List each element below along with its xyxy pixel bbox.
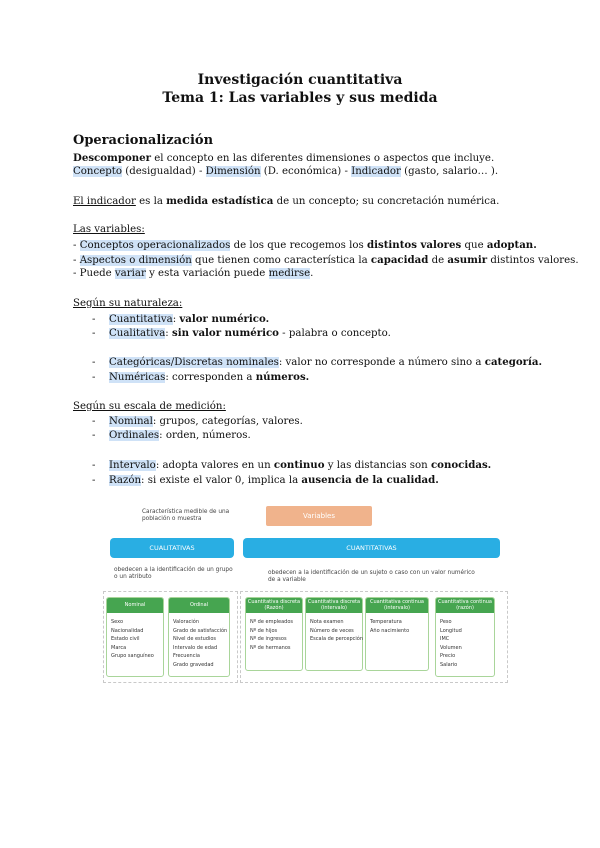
box-item: IMC xyxy=(440,636,450,643)
text-bold: conocidas. xyxy=(430,459,492,471)
paragraph-descomponer xyxy=(73,151,494,166)
bullet-ordinales: - Ordinales: orden, números. xyxy=(92,430,251,441)
text: es la xyxy=(135,196,167,207)
paragraph-indicador xyxy=(73,194,499,209)
text: (gasto, salario… ). xyxy=(400,166,499,177)
box-item: Nacionalidad xyxy=(111,627,144,634)
box-items xyxy=(250,618,293,652)
box-item: Marca xyxy=(111,644,127,651)
variables-line-3 xyxy=(73,267,313,281)
text: el concepto en las diferentes dimensiones o aspectos que incluye. xyxy=(151,153,495,164)
text-bold: Descomponer xyxy=(73,152,152,164)
box-item: Año nacimiento xyxy=(370,627,410,634)
text: (D. económica) - xyxy=(260,166,352,177)
text-bold: adoptan. xyxy=(486,239,537,251)
box-items xyxy=(440,618,462,670)
diagram-box-nominal xyxy=(106,597,164,677)
variables-diagram xyxy=(100,503,510,683)
highlight: Intervalo xyxy=(109,460,156,471)
variables-line-1 xyxy=(73,238,537,253)
text: : si existe el valor 0, implica la xyxy=(141,475,302,486)
text-bold: sin valor numérico xyxy=(171,327,279,339)
text: (desigualdad) - xyxy=(121,166,206,177)
text: que tienen como característica la xyxy=(191,255,371,266)
box-item: Valoración xyxy=(173,619,200,625)
text: - palabra o concepto. xyxy=(278,328,391,339)
text: distintos valores. xyxy=(487,255,579,266)
text: : grupos, categorías, valores. xyxy=(152,416,303,427)
box-item: Peso xyxy=(440,619,452,625)
diagram-cuantitativas-desc: obedecen a la identificación de un sujeto o caso con un valor numérico de a variable xyxy=(268,570,475,583)
bullet-categoricas: - Categóricas/Discretas nominales: valor no corresponde a número sino a categoría. xyxy=(92,356,543,368)
highlight: Cuantitativa xyxy=(109,314,173,325)
text-bold: medida estadística xyxy=(166,195,274,207)
highlight: Aspectos o dimensión xyxy=(79,255,192,266)
text: de los que recogemos los xyxy=(230,240,367,251)
box-item: Intervalo de edad xyxy=(173,644,218,651)
box-items xyxy=(370,618,409,635)
highlight: medirse xyxy=(268,268,311,279)
box-item: Temperatura xyxy=(370,619,402,625)
highlight: Concepto xyxy=(73,166,122,177)
box-item: Nº de empleados xyxy=(250,619,294,625)
box-item: Nota examen xyxy=(310,619,344,625)
highlight: Dimensión xyxy=(205,166,261,177)
box-header: Cuantitativa discreta (intervalo) xyxy=(306,598,362,613)
text-bold: números. xyxy=(255,371,310,383)
text-bold: capacidad xyxy=(370,254,429,266)
highlight: Nominal xyxy=(109,416,153,427)
box-item: Grado gravedad xyxy=(173,661,214,668)
text-bold: asumir xyxy=(447,254,488,266)
text: y esta variación puede xyxy=(145,268,269,279)
box-item: Frecuencia xyxy=(173,653,200,660)
box-item: Estado civil xyxy=(111,636,140,643)
section-heading-operacionalizacion: Operacionalización xyxy=(73,133,214,148)
box-item: Nº de hijos xyxy=(250,627,278,634)
box-header: Nominal xyxy=(107,598,163,613)
text: que xyxy=(461,240,487,251)
diagram-box-discreta-razon xyxy=(245,597,303,671)
text: : corresponden a xyxy=(165,372,256,383)
diagram-box-discreta-intervalo xyxy=(305,597,363,671)
box-item: Grado de satisfacción xyxy=(173,627,228,634)
box-item: Grupo sanguíneo xyxy=(111,653,154,660)
box-item: Escala de percepción xyxy=(310,636,364,643)
text: : adopta valores en un xyxy=(155,460,274,471)
box-header: Cuantitativa continua (intervalo) xyxy=(366,598,428,613)
box-item: Nº de hermanos xyxy=(250,644,291,651)
heading-naturaleza: Según su naturaleza: xyxy=(73,298,183,309)
text: - xyxy=(73,240,80,251)
bullet-numericas: - Numéricas: corresponden a números. xyxy=(92,371,310,383)
box-items xyxy=(111,618,154,661)
box-item: Salario xyxy=(440,661,458,668)
highlight: Razón xyxy=(109,475,142,486)
box-item: Precio xyxy=(440,653,456,660)
text: : xyxy=(165,328,172,339)
text: de xyxy=(428,255,448,266)
heading-escala: Según su escala de medición: xyxy=(73,401,226,412)
diagram-cuantitativas: CUANTITATIVAS xyxy=(243,538,500,558)
text: : valor no corresponde a número sino a xyxy=(278,357,485,368)
bullet-cualitativa: - Cualitativa: sin valor numérico - palabra o concepto. xyxy=(92,327,391,339)
diagram-box-ordinal xyxy=(168,597,230,677)
text: y las distancias son xyxy=(324,460,431,471)
box-item: Número de veces xyxy=(310,627,354,634)
highlight: Indicador xyxy=(351,166,401,177)
highlight: Numéricas xyxy=(109,372,166,383)
diagram-box-continua-intervalo xyxy=(365,597,429,671)
diagram-cualitativas-desc: obedecen a la identificación de un grupo o un atributo xyxy=(114,567,233,580)
text: - Puede xyxy=(73,268,115,279)
text: de un concepto; su concretación numérica. xyxy=(273,196,500,207)
highlight: Conceptos operacionalizados xyxy=(79,240,231,251)
diagram-cualitativas: CUALITATIVAS xyxy=(110,538,234,558)
box-header: Cuantitativa continua (razón) xyxy=(436,598,494,613)
highlight: Categóricas/Discretas nominales xyxy=(109,357,279,368)
diagram-caption: Característica medible de una población o muestra xyxy=(142,509,230,522)
text: - xyxy=(73,255,80,266)
highlight: variar xyxy=(114,268,146,279)
text: : xyxy=(172,314,180,325)
box-items xyxy=(173,618,227,670)
box-item: Sexo xyxy=(111,619,124,625)
bullet-razon: - Razón: si existe el valor 0, implica la ausencia de la cualidad. xyxy=(92,474,439,486)
document-subtitle: Tema 1: Las variables y sus medida xyxy=(162,90,438,106)
text: . xyxy=(310,268,314,279)
text-bold: ausencia de la cualidad. xyxy=(301,474,439,486)
box-header: Ordinal xyxy=(169,598,229,613)
text-bold: distintos valores xyxy=(366,239,462,251)
bullet-cuantitativa: - Cuantitativa: valor numérico. xyxy=(92,313,270,325)
bullet-nominal: - Nominal: grupos, categorías, valores. xyxy=(92,416,303,427)
paragraph-concepto xyxy=(73,165,498,179)
diagram-root-variables: Variables xyxy=(266,506,372,526)
highlight: Cualitativa xyxy=(109,328,166,339)
bullet-intervalo: - Intervalo: adopta valores en un continuo y las distancias son conocidas. xyxy=(92,459,492,471)
text-underlined: El indicador xyxy=(73,196,136,207)
text-bold: valor numérico. xyxy=(179,313,270,325)
box-header: Cuantitativa discreta (Razón) xyxy=(246,598,302,613)
variables-line-2 xyxy=(73,253,579,268)
text: : orden, números. xyxy=(159,430,251,441)
box-item: Nivel de estudios xyxy=(173,636,217,643)
document-title: Investigación cuantitativa xyxy=(197,72,403,88)
text-bold: categoría. xyxy=(484,356,543,368)
box-items xyxy=(310,618,363,644)
box-item: Nº de ingresos xyxy=(250,636,287,643)
text-bold: continuo xyxy=(273,459,325,471)
box-item: Volumen xyxy=(440,644,462,651)
box-item: Longitud xyxy=(440,627,462,634)
highlight: Ordinales xyxy=(109,430,160,441)
diagram-box-continua-razon xyxy=(435,597,495,677)
heading-las-variables: Las variables: xyxy=(73,224,145,235)
